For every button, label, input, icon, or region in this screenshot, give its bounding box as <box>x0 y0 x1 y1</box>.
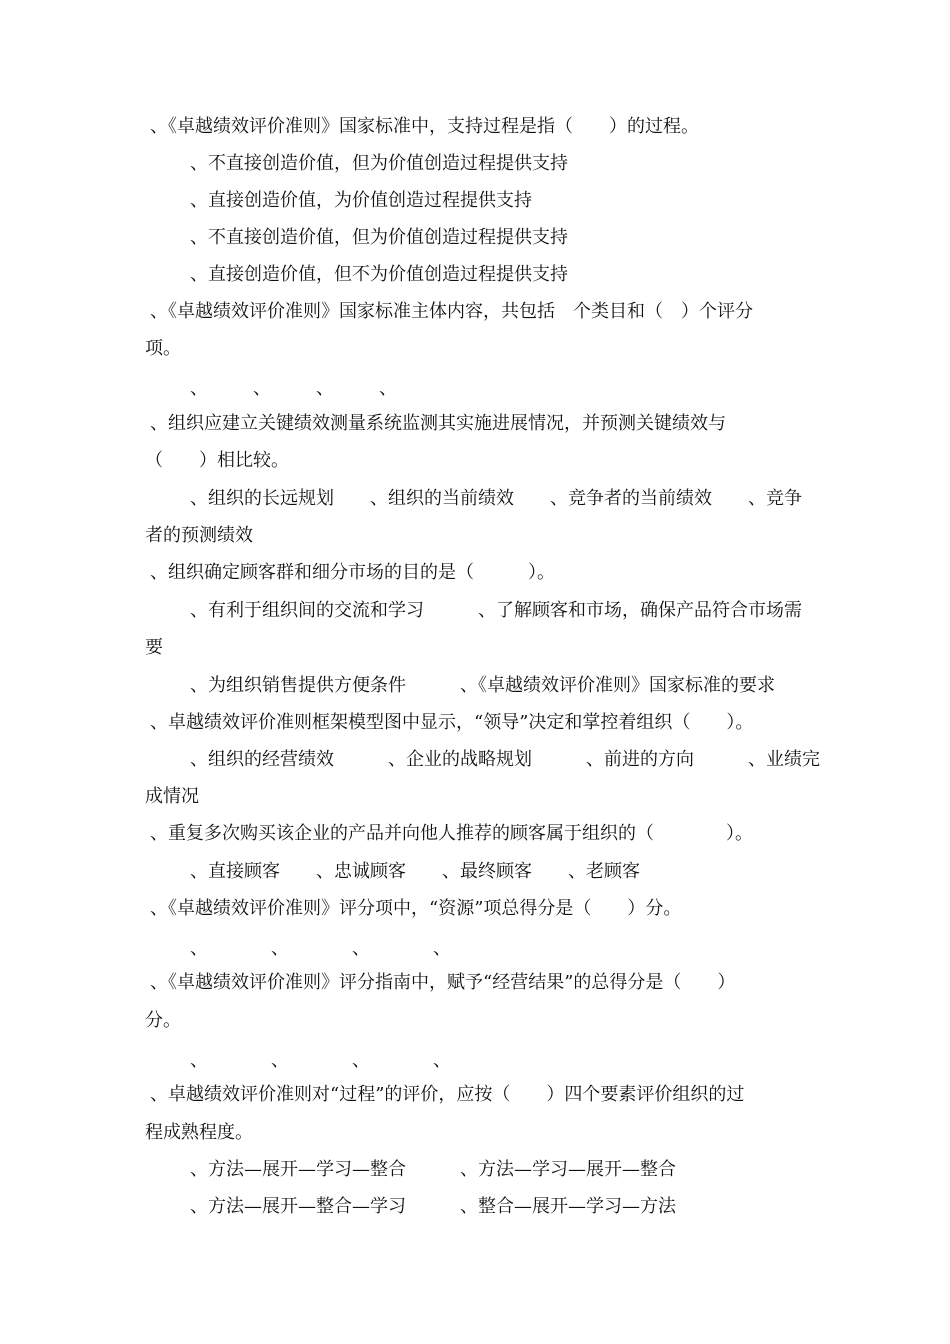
question-stem: 、组织确定顾客群和细分市场的目的是（ ）。 <box>150 562 555 583</box>
question-option: 、直接顾客 、忠诚顾客 、最终顾客 、老顾客 <box>190 861 640 882</box>
question-option: 、 、 、 、 <box>190 378 397 399</box>
question-option: 、组织的长远规划 、组织的当前绩效 、竞争者的当前绩效 、竞争 <box>190 488 802 509</box>
question-stem: 、《卓越绩效评价准则》评分项中，“资源”项总得分是（ ）分。 <box>150 898 682 919</box>
question-stem-continued: 项。 <box>145 338 181 359</box>
question-option-continued: 成情况 <box>145 786 199 807</box>
question-option: 、 、 、 、 <box>190 938 451 959</box>
question-option: 、组织的经营绩效 、企业的战略规划 、前进的方向 、业绩完 <box>190 749 820 770</box>
question-stem: 、《卓越绩效评价准则》评分指南中，赋予“经营结果”的总得分是（ ） <box>150 972 736 993</box>
question-option: 、为组织销售提供方便条件 、《卓越绩效评价准则》国家标准的要求 <box>190 675 775 696</box>
question-stem: 、《卓越绩效评价准则》国家标准主体内容，共包括 个类目和（ ）个评分 <box>150 301 753 322</box>
question-option: 、有利于组织间的交流和学习 、了解顾客和市场，确保产品符合市场需 <box>190 600 802 621</box>
question-option-continued: 要 <box>145 637 163 658</box>
question-stem: 、卓越绩效评价准则框架模型图中显示，“领导”决定和掌控着组织（ ）。 <box>150 712 754 733</box>
question-option: 、方法—展开—学习—整合 、方法—学习—展开—整合 <box>190 1159 676 1180</box>
question-stem: 、组织应建立关键绩效测量系统监测其实施进展情况，并预测关键绩效与 <box>150 413 726 434</box>
question-stem-continued: （ ）相比较。 <box>145 450 289 471</box>
question-stem: 、卓越绩效评价准则对“过程”的评价，应按（ ）四个要素评价组织的过 <box>150 1084 745 1105</box>
question-option-continued: 者的预测绩效 <box>145 525 253 546</box>
question-stem: 、重复多次购买该企业的产品并向他人推荐的顾客属于组织的（ ）。 <box>150 823 753 844</box>
question-stem: 、《卓越绩效评价准则》国家标准中，支持过程是指（ ）的过程。 <box>150 116 699 137</box>
question-stem-continued: 分。 <box>145 1010 181 1031</box>
question-option: 、不直接创造价值，但为价值创造过程提供支持 <box>190 153 568 174</box>
question-option: 、直接创造价值，为价值创造过程提供支持 <box>190 190 532 211</box>
question-option: 、不直接创造价值，但为价值创造过程提供支持 <box>190 227 568 248</box>
question-option: 、 、 、 、 <box>190 1050 451 1071</box>
question-option: 、方法—展开—整合—学习 、整合—展开—学习—方法 <box>190 1196 676 1217</box>
question-option: 、直接创造价值，但不为价值创造过程提供支持 <box>190 264 568 285</box>
question-stem-continued: 程成熟程度。 <box>145 1122 253 1143</box>
